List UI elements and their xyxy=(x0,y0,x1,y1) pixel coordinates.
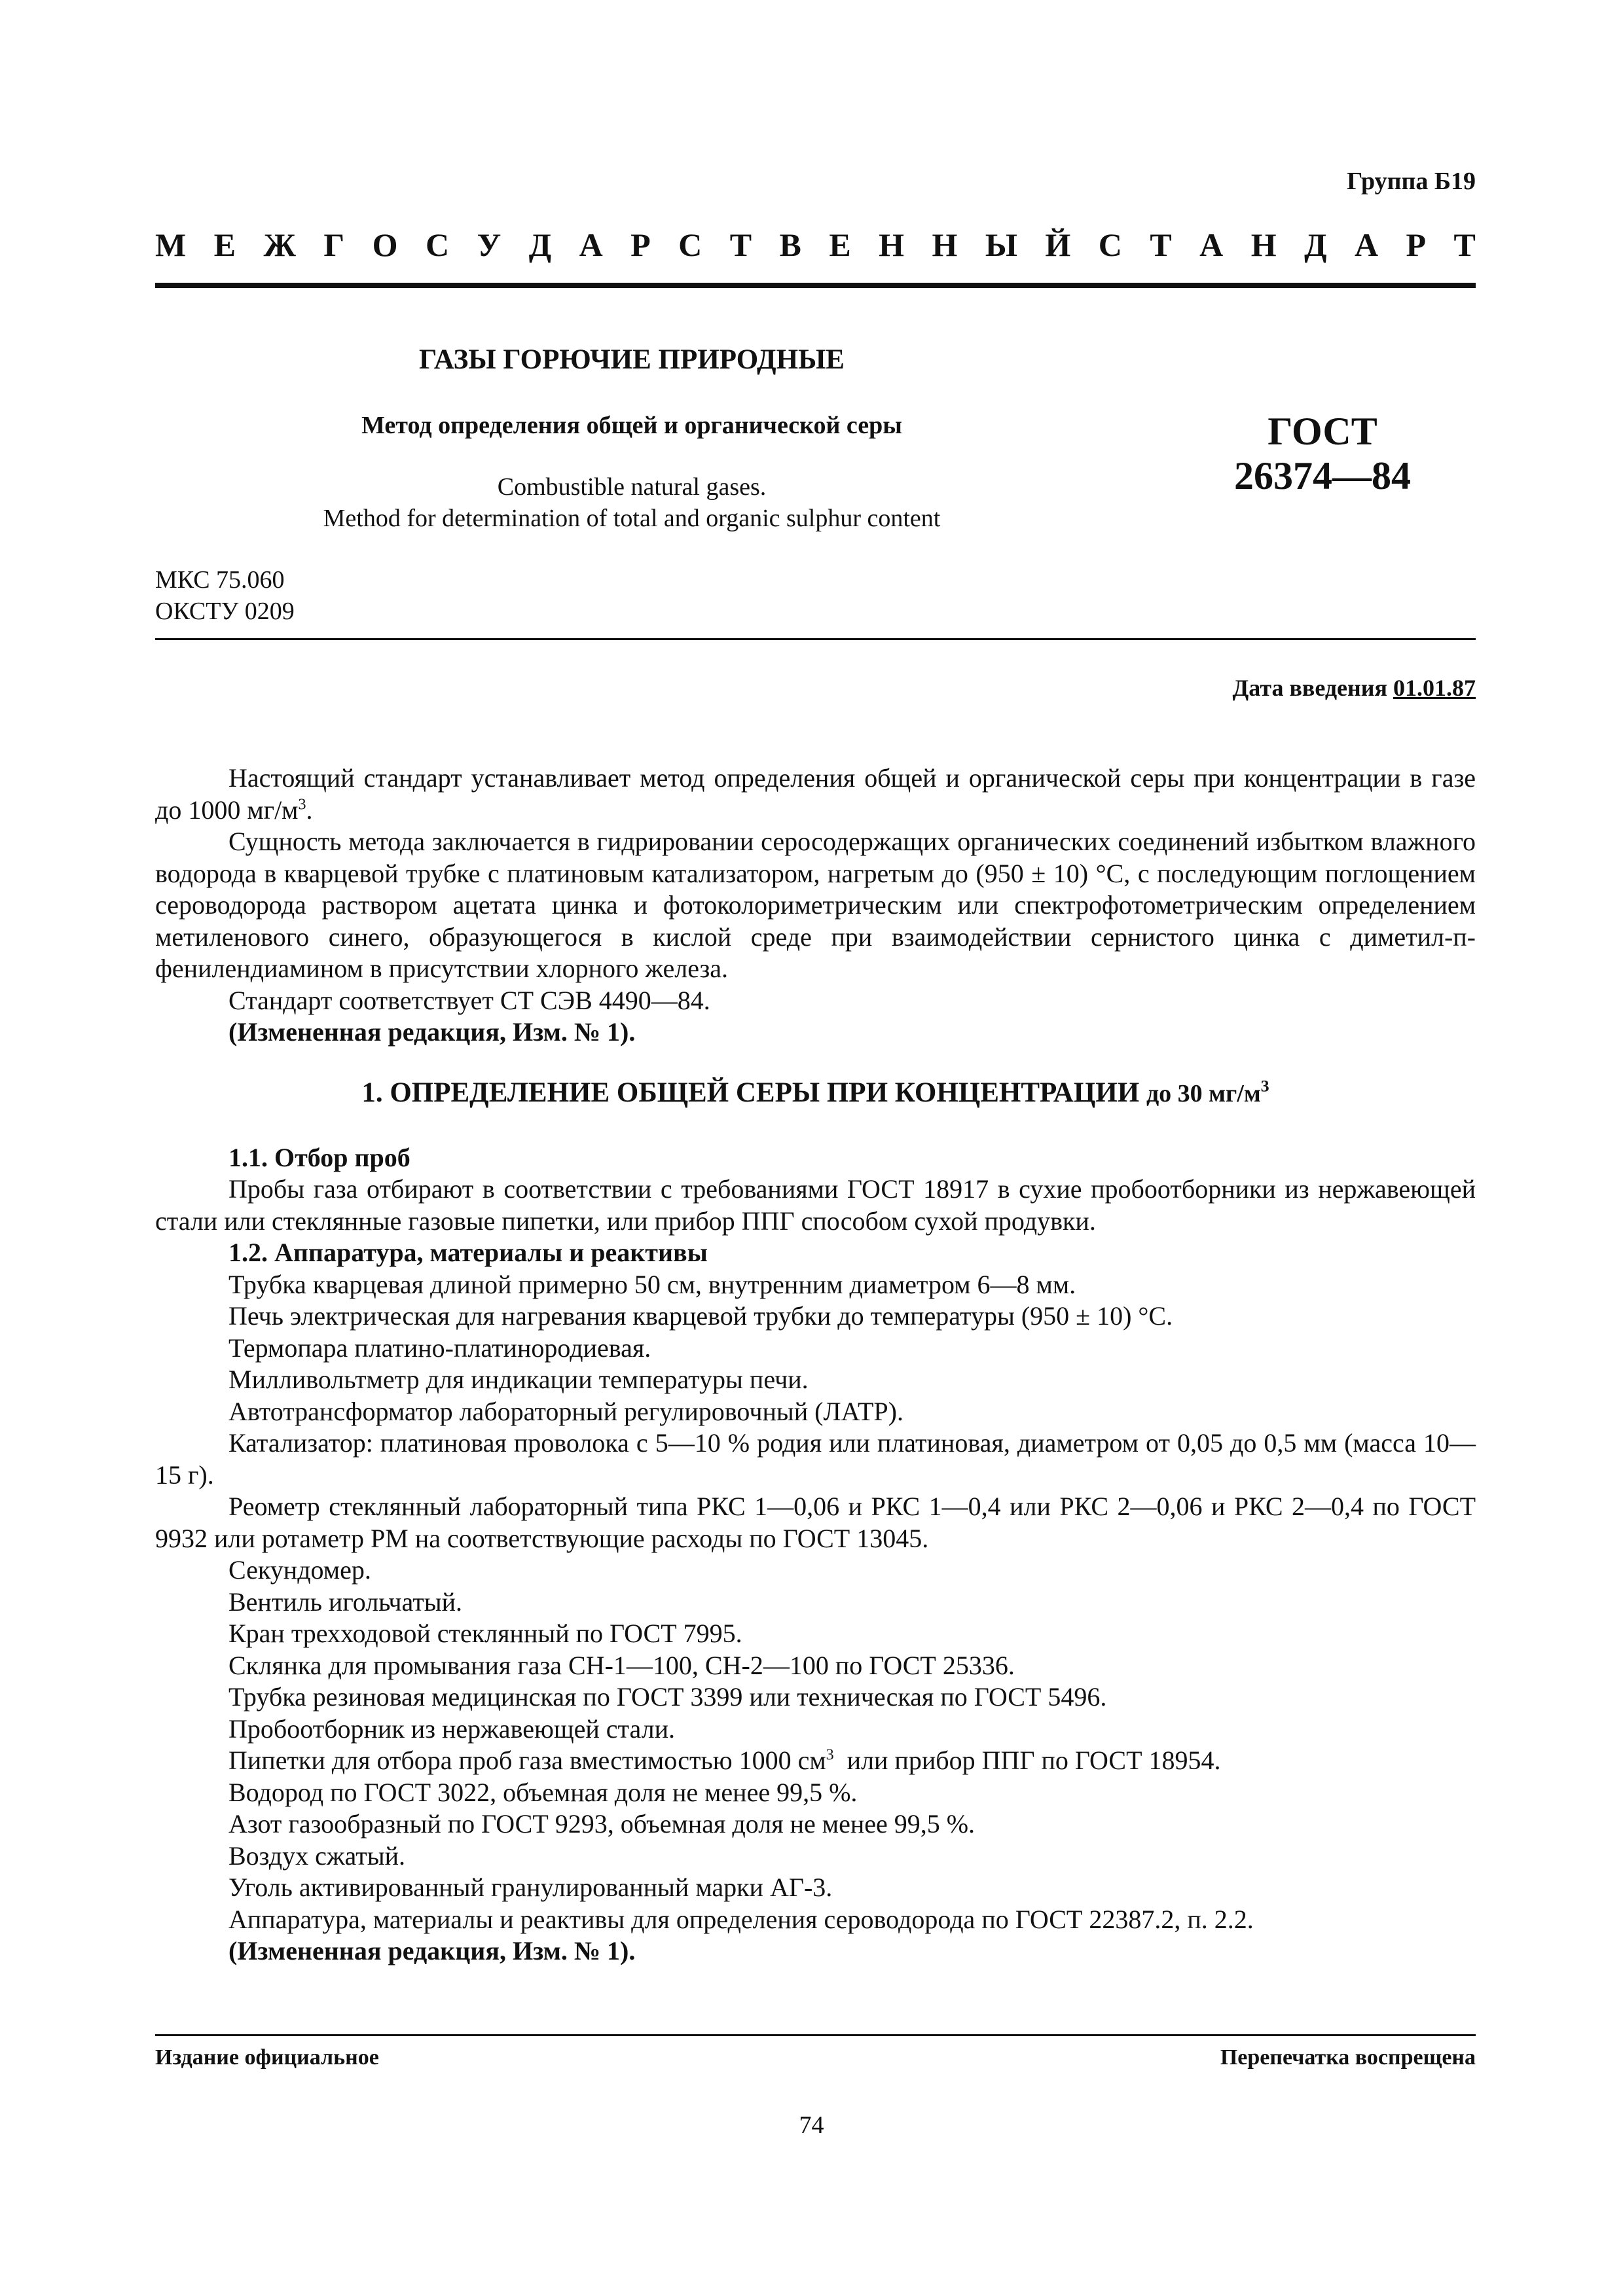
introduction-date xyxy=(1233,674,1476,702)
subsection-heading: 1.2. Аппаратура, материалы и реактивы xyxy=(228,1238,708,1267)
banner-letter: Ы xyxy=(985,226,1017,263)
list-item: Кран трехходовой стеклянный по ГОСТ 7995. xyxy=(228,1619,742,1648)
standard-banner xyxy=(155,226,1476,264)
amendment-note: (Измененная редакция, Изм. № 1). xyxy=(228,1936,636,1965)
intro-paragraph: Настоящий стандарт устанавливает метод определения общей и органической серы при концентрации в газе до 1000 $мг/м^3$. xyxy=(155,763,1476,825)
list-item: Милливольтметр для индикации температуры печи. xyxy=(228,1365,809,1394)
list-item: Аппаратура, материалы и реактивы для определения сероводорода по ГОСТ 22387.2, п. 2.2. xyxy=(228,1904,1254,1934)
official-edition-note: Издание официальное xyxy=(155,2045,379,2070)
document-body xyxy=(155,762,1476,1967)
list-item: Трубка резиновая медицинская по ГОСТ 3399 или техническая по ГОСТ 5496. xyxy=(228,1682,1107,1712)
date-value: 01.01.87 xyxy=(1393,675,1476,701)
banner-letter: М xyxy=(155,226,187,263)
banner-letter: Н xyxy=(1250,226,1277,263)
banner-letter: Р xyxy=(630,226,651,263)
amendment-note: (Измененная редакция, Изм. № 1). xyxy=(228,1017,636,1047)
banner-letter: С xyxy=(1098,226,1122,263)
banner-letter: Т xyxy=(1453,226,1476,263)
banner-letter: Н xyxy=(879,226,905,263)
banner-letter: Е xyxy=(213,226,236,263)
banner-letter: А xyxy=(1199,226,1224,263)
banner-letter: С xyxy=(678,226,702,263)
list-item: Уголь активированный гранулированный марки АГ-3. xyxy=(228,1873,833,1902)
banner-letter: А xyxy=(579,226,603,263)
list-item: Реометр стеклянный лабораторный типа РКС 1—0,06 и РКС 1—0,4 или РКС 2—0,06 и РКС 2—0,4 по ГОСТ 9932 или ротаметр РМ на соответствующие расходы по ГОСТ 13045. xyxy=(155,1492,1476,1553)
list-item: Вентиль игольчатый. xyxy=(228,1587,462,1617)
banner-letter: О xyxy=(372,226,398,263)
gost-designation xyxy=(1165,409,1480,498)
paragraph: Пробы газа отбирают в соответствии с требованиями ГОСТ 18917 в сухие пробоотборники из нержавеющей стали или стеклянные газовые пипетки, или прибор ППГ способом сухой продувки. xyxy=(155,1174,1476,1236)
list-item: Воздух сжатый. xyxy=(228,1840,405,1871)
list-item: Пипетки для отбора проб газа вместимостью 1000 $см^3$ или прибор ППГ по ГОСТ 18954. xyxy=(228,1746,1221,1775)
codes-rule xyxy=(155,638,1476,640)
banner-letter: Г xyxy=(323,226,345,263)
footer-rule xyxy=(155,2034,1476,2036)
okstu-code: ОКСТУ 0209 xyxy=(155,598,295,625)
document-title: ГАЗЫ ГОРЮЧИЕ ПРИРОДНЫЕ xyxy=(419,344,845,375)
list-item: Катализатор: платиновая проволока с 5—10 % родия или платиновая, диаметром от 0,05 до 0,5 мм (масса 10—15 г). xyxy=(155,1428,1476,1490)
list-item: Печь электрическая для нагревания кварцевой трубки до температуры (950 ± 10) °С. xyxy=(228,1301,1173,1331)
intro-paragraph: Стандарт соответствует СТ СЭВ 4490—84. xyxy=(228,985,710,1015)
banner-letter: Т xyxy=(729,226,752,263)
document-subtitle: Метод определения общей и органической серы xyxy=(361,412,902,439)
page-number: 74 xyxy=(799,2111,824,2139)
list-item: Секундомер. xyxy=(228,1555,371,1585)
intro-paragraph: Сущность метода заключается в гидрировании серосодержащих органических соединений избытком влажного водорода в кварцевой трубке с платиновым катализатором, нагретым до (950 ± 10) °С, с последующим поглощением сероводорода раствором ацетата цинка и фотоколориметрическим или спектрофотометрическим определением метиленового синего, образующегося в кислой среде при взаимодействии сернистого цинка с диметил-п-фенилендиамином в присутствии хлорного железа. xyxy=(155,827,1476,983)
banner-letter: Ж xyxy=(263,226,296,263)
banner-letter: У xyxy=(477,226,501,263)
list-item: Склянка для промывания газа СН-1—100, СН-2—100 по ГОСТ 25336. xyxy=(228,1650,1015,1680)
banner-letter: Н xyxy=(932,226,958,263)
banner-letter: В xyxy=(779,226,801,263)
classification-codes xyxy=(155,564,295,627)
banner-letter: С xyxy=(426,226,450,263)
list-item: Пробоотборник из нержавеющей стали. xyxy=(228,1713,675,1744)
banner-letter: Й xyxy=(1045,226,1071,263)
group-code: Группа Б19 xyxy=(1347,168,1476,195)
english-title-line: Method for determination of total and organic sulphur content xyxy=(323,505,941,532)
gost-number: 26374—84 xyxy=(1234,454,1411,497)
list-item: Автотрансформатор лабораторный регулировочный (ЛАТР). xyxy=(228,1396,903,1426)
banner-letter: Д xyxy=(1304,226,1327,263)
banner-letter: Р xyxy=(1406,226,1427,263)
list-item: Водород по ГОСТ 3022, объемная доля не менее 99,5 %. xyxy=(228,1777,858,1807)
list-item: Термопара платино-платинородиевая. xyxy=(228,1333,651,1363)
banner-letter: Е xyxy=(829,226,851,263)
english-title-line: Combustible natural gases. xyxy=(497,473,767,501)
reprint-prohibited-note: Перепечатка воспрещена xyxy=(1220,2045,1476,2070)
header-rule xyxy=(155,283,1476,288)
banner-letter: Д xyxy=(528,226,552,263)
gost-label: ГОСТ xyxy=(1267,410,1377,453)
section-heading: 1. ОПРЕДЕЛЕНИЕ ОБЩЕЙ СЕРЫ ПРИ КОНЦЕНТРАЦИИ до 30 $мг/м^3$ xyxy=(361,1076,1269,1108)
banner-letter: Т xyxy=(1150,226,1172,263)
list-item: Трубка кварцевая длиной примерно 50 см, внутренним диаметром 6—8 мм. xyxy=(228,1269,1076,1299)
date-label: Дата введения xyxy=(1232,675,1393,701)
subsection-heading: 1.1. Отбор проб xyxy=(228,1142,410,1172)
mks-code: МКС 75.060 xyxy=(155,566,285,594)
english-title xyxy=(216,471,1048,534)
list-item: Азот газообразный по ГОСТ 9293, объемная доля не менее 99,5 %. xyxy=(228,1809,976,1839)
banner-letter: А xyxy=(1354,226,1379,263)
